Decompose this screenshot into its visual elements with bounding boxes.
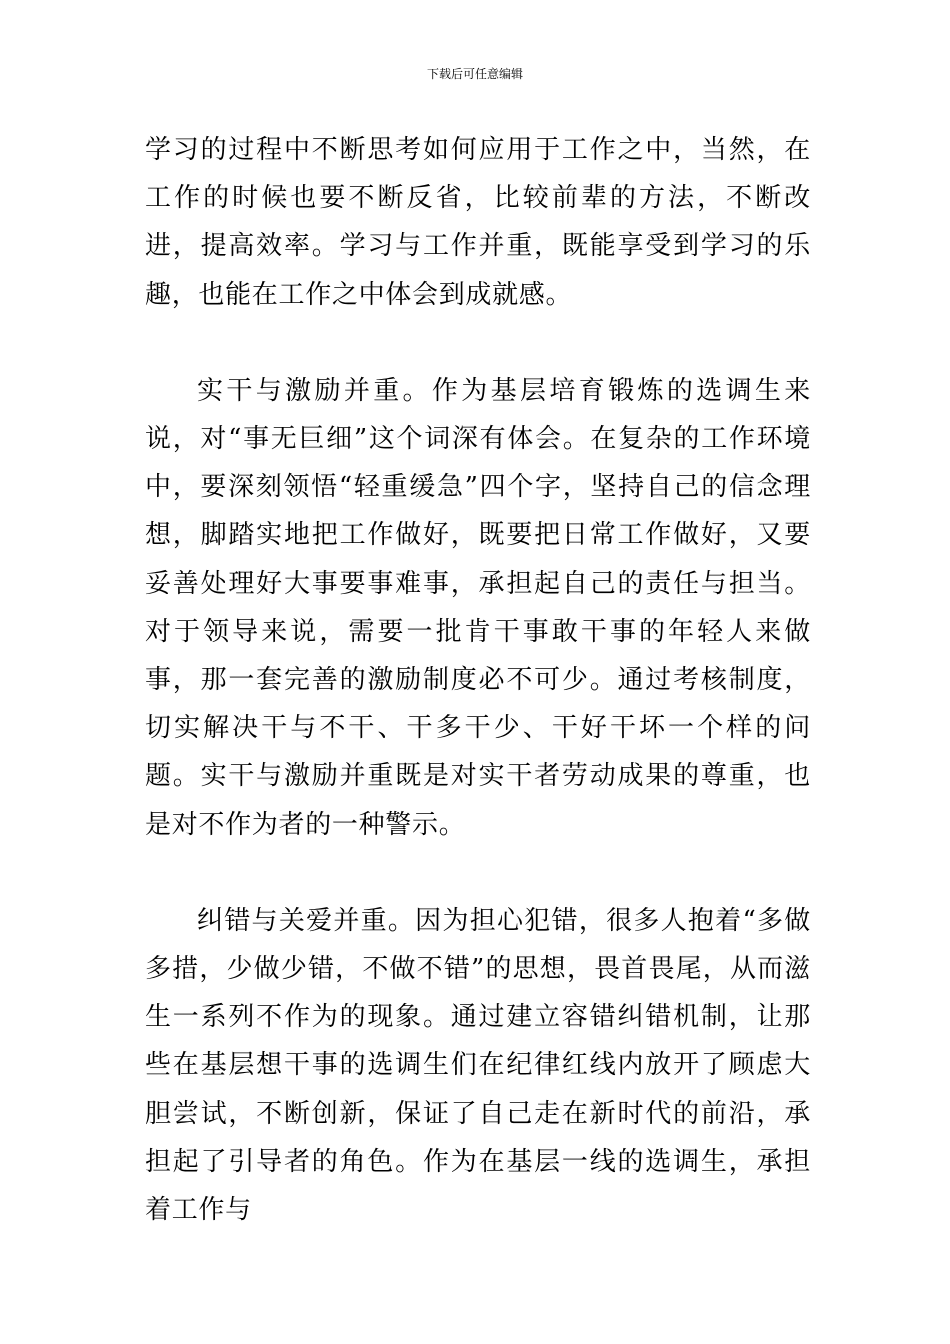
paragraph-3: 纠错与关爱并重。因为担心犯错，很多人抱着“多做多措，少做少错，不做不错”的思想，畏首畏尾，从而滋生一系列不作为的现象。通过建立容错纠错机制，让那些在基层想干事的选调生们在纪律红线内放开了顾虑大胆尝试，不断创新，保证了自己走在新时代的前沿，承担起了引导者的角色。作为在基层一线的选调生，承担着工作与 — [145, 905, 811, 1226]
paragraph-gap — [145, 849, 811, 897]
paragraph-gap — [145, 319, 811, 367]
paragraph-1: 学习的过程中不断思考如何应用于工作之中，当然，在工作的时候也要不断反省，比较前辈的方法，不断改进，提高效率。学习与工作并重，既能享受到学习的乐趣，也能在工作之中体会到成就感。 — [145, 135, 811, 310]
document-body — [145, 126, 811, 1234]
page-header: 下载后可任意编辑 — [426, 67, 523, 81]
paragraph-2: 实干与激励并重。作为基层培育锻炼的选调生来说，对“事无巨细”这个词深有体会。在复杂的工作环境中，要深刻领悟“轻重缓急”四个字，坚持自己的信念理想，脚踏实地把工作做好，既要把日常工作做好，又要妥善处理好大事要事难事，承担起自己的责任与担当。对于领导来说，需要一批肯干事敢干事的年轻人来做事，那一套完善的激励制度必不可少。通过考核制度，切实解决干与不干、干多干少、干好干坏一个样的问题。实干与激励并重既是对实干者劳动成果的尊重，也是对不作为者的一种警示。 — [145, 375, 811, 840]
